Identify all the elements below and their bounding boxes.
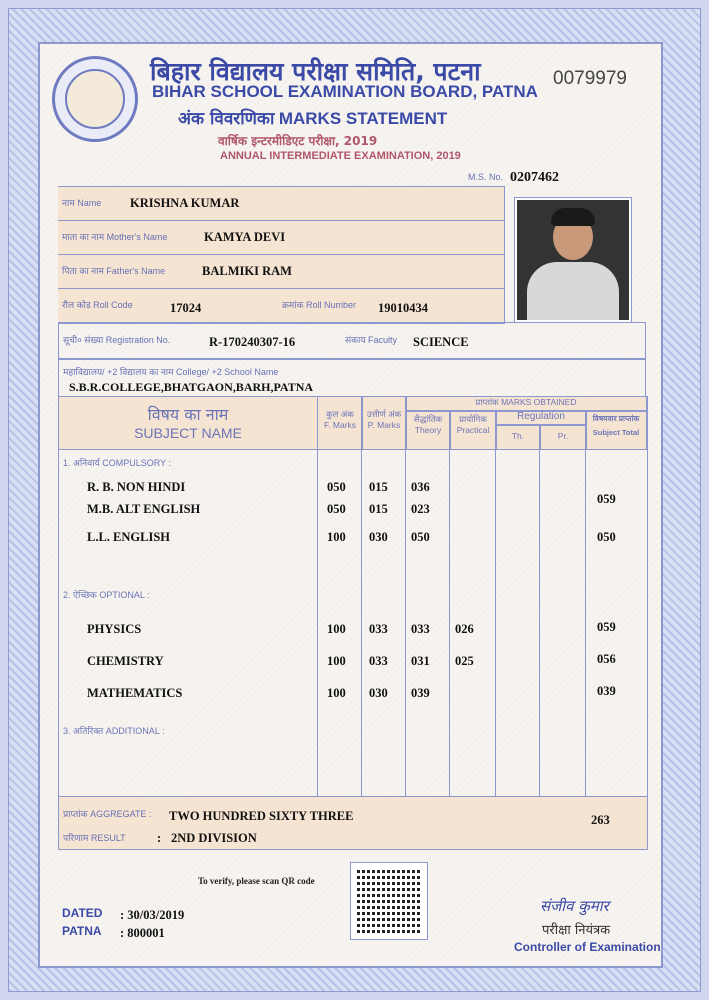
pass-marks: 015 (369, 502, 388, 516)
father-name: BALMIKI RAM (202, 264, 292, 278)
verify-text: To verify, please scan QR code (198, 876, 315, 886)
subject-total: 056 (597, 652, 616, 666)
mother-row (58, 220, 505, 256)
issue-date: : 30/03/2019 (120, 908, 185, 922)
theory-marks: 031 (411, 654, 430, 668)
father-row (58, 254, 505, 290)
registration-row (58, 322, 646, 360)
pass-marks: 030 (369, 530, 388, 544)
college-name: S.B.R.COLLEGE,BHATGAON,BARH,PATNA (69, 380, 314, 394)
full-marks: 100 (327, 654, 346, 668)
pass-marks: 015 (369, 480, 388, 494)
combined-subject-total: 059 (597, 492, 616, 506)
mother-name: KAMYA DEVI (204, 230, 286, 244)
place-label: PATNA (62, 924, 102, 938)
roll-row (58, 288, 505, 324)
full-marks: 100 (327, 622, 346, 636)
controller-signature: संजीव कुमार (540, 897, 609, 915)
subject-name: M.B. ALT ENGLISH (87, 502, 201, 516)
pass-marks: 033 (369, 622, 388, 636)
roll-code-label: रौल कोड Roll Code (62, 300, 133, 310)
pass-marks-header: उत्तीर्ण अंक P. Marks (361, 396, 407, 450)
pass-marks: 033 (369, 654, 388, 668)
dated-label: DATED (62, 906, 103, 920)
exam-name-english: ANNUAL INTERMEDIATE EXAMINATION, 2019 (220, 150, 461, 162)
roll-number: 19010434 (378, 301, 428, 315)
result-label: परिणाम RESULT (63, 833, 126, 843)
statement-title-english: MARKS STATEMENT (278, 109, 448, 128)
full-marks-header: कुल अंक F. Marks (317, 396, 363, 450)
result-block (58, 796, 648, 850)
theory-marks: 036 (411, 480, 430, 494)
subject-total: 050 (597, 530, 616, 544)
practical-header: प्रायोगिक Practical (449, 410, 497, 450)
theory-marks: 033 (411, 622, 430, 636)
board-name-english: BIHAR SCHOOL EXAMINATION BOARD, PATNA (152, 82, 538, 101)
board-seal-icon (52, 56, 138, 142)
name-row (58, 186, 505, 222)
subject-header (59, 397, 317, 449)
pass-marks: 030 (369, 686, 388, 700)
controller-title-hindi: परीक्षा नियंत्रक (542, 923, 611, 938)
subject-name: MATHEMATICS (87, 686, 183, 700)
ms-number-label: M.S. No. (468, 172, 504, 182)
full-marks: 050 (327, 502, 346, 516)
subject-name: L.L. ENGLISH (87, 530, 171, 544)
subject-name: CHEMISTRY (87, 654, 164, 668)
theory-header: सैद्धांतिक Theory (405, 410, 451, 450)
theory-marks: 050 (411, 530, 430, 544)
mother-label: माता का नाम Mother's Name (62, 232, 168, 242)
subject-total: 059 (597, 620, 616, 634)
practical-marks: 025 (455, 654, 474, 668)
place-code: : 800001 (120, 926, 165, 940)
college-row (58, 358, 646, 398)
subject-total-header: विषयवार प्राप्तांक Subject Total (585, 410, 647, 450)
subject-header-hindi: विषय का नाम (147, 405, 229, 424)
roll-code: 17024 (170, 301, 202, 315)
statement-title (178, 106, 447, 129)
ms-number: 0207462 (510, 170, 559, 185)
theory-marks: 039 (411, 686, 430, 700)
practical-marks: 026 (455, 622, 474, 636)
marks-table-body (58, 448, 648, 797)
faculty-label: संकाय Faculty (345, 335, 398, 345)
subject-header-english: SUBJECT NAME (134, 425, 242, 441)
theory-marks: 023 (411, 502, 430, 516)
registration-label: सूची० संख्या Registration No. (63, 335, 171, 345)
full-marks: 100 (327, 530, 346, 544)
name-label: नाम Name (62, 198, 102, 208)
board-name-hindi: बिहार विद्यालय परीक्षा समिति, पटना (150, 57, 481, 86)
father-label: पिता का नाम Father's Name (62, 266, 166, 276)
controller-title-english: Controller of Examination (514, 940, 661, 954)
aggregate-total: 263 (591, 813, 610, 827)
exam-name-hindi: वार्षिक इन्टरमीडिएट परीक्षा, 2019 (218, 134, 378, 148)
optional-section-label: 2. ऐच्छिक OPTIONAL : (63, 590, 150, 600)
marks-obtained-header: प्राप्तांक MARKS OBTAINED (405, 396, 647, 412)
result-separator: : (157, 831, 162, 845)
regulation-header: Regulation (495, 410, 587, 426)
student-name: KRISHNA KUMAR (130, 196, 240, 210)
verification-qr-code[interactable] (350, 862, 428, 940)
subject-name: R. B. NON HINDI (87, 480, 186, 494)
result-value: 2ND DIVISION (171, 831, 257, 845)
marks-table-header (58, 396, 648, 450)
full-marks: 100 (327, 686, 346, 700)
aggregate-label: प्राप्तांक AGGREGATE : (63, 809, 152, 819)
serial-number: 0079979 (553, 68, 627, 89)
additional-section-label: 3. अतिरिक्त ADDITIONAL : (63, 726, 165, 736)
subject-name: PHYSICS (87, 622, 142, 636)
regulation-theory-header: Th. (495, 424, 541, 450)
full-marks: 050 (327, 480, 346, 494)
marks-statement (38, 42, 663, 968)
registration-number: R-170240307-16 (209, 335, 296, 349)
subject-total: 039 (597, 684, 616, 698)
aggregate-in-words: TWO HUNDRED SIXTY THREE (169, 809, 354, 823)
regulation-practical-header: Pr. (539, 424, 587, 450)
roll-number-label: क्रमांक Roll Number (282, 300, 357, 310)
compulsory-section-label: 1. अनिवार्य COMPULSORY : (63, 458, 171, 468)
student-photo (515, 198, 631, 322)
statement-title-hindi: अंक विवरणिका (178, 109, 275, 129)
college-label: महाविद्यालय/ +2 विद्यालय का नाम College/ +2 School Name (63, 367, 279, 377)
faculty: SCIENCE (413, 335, 469, 349)
